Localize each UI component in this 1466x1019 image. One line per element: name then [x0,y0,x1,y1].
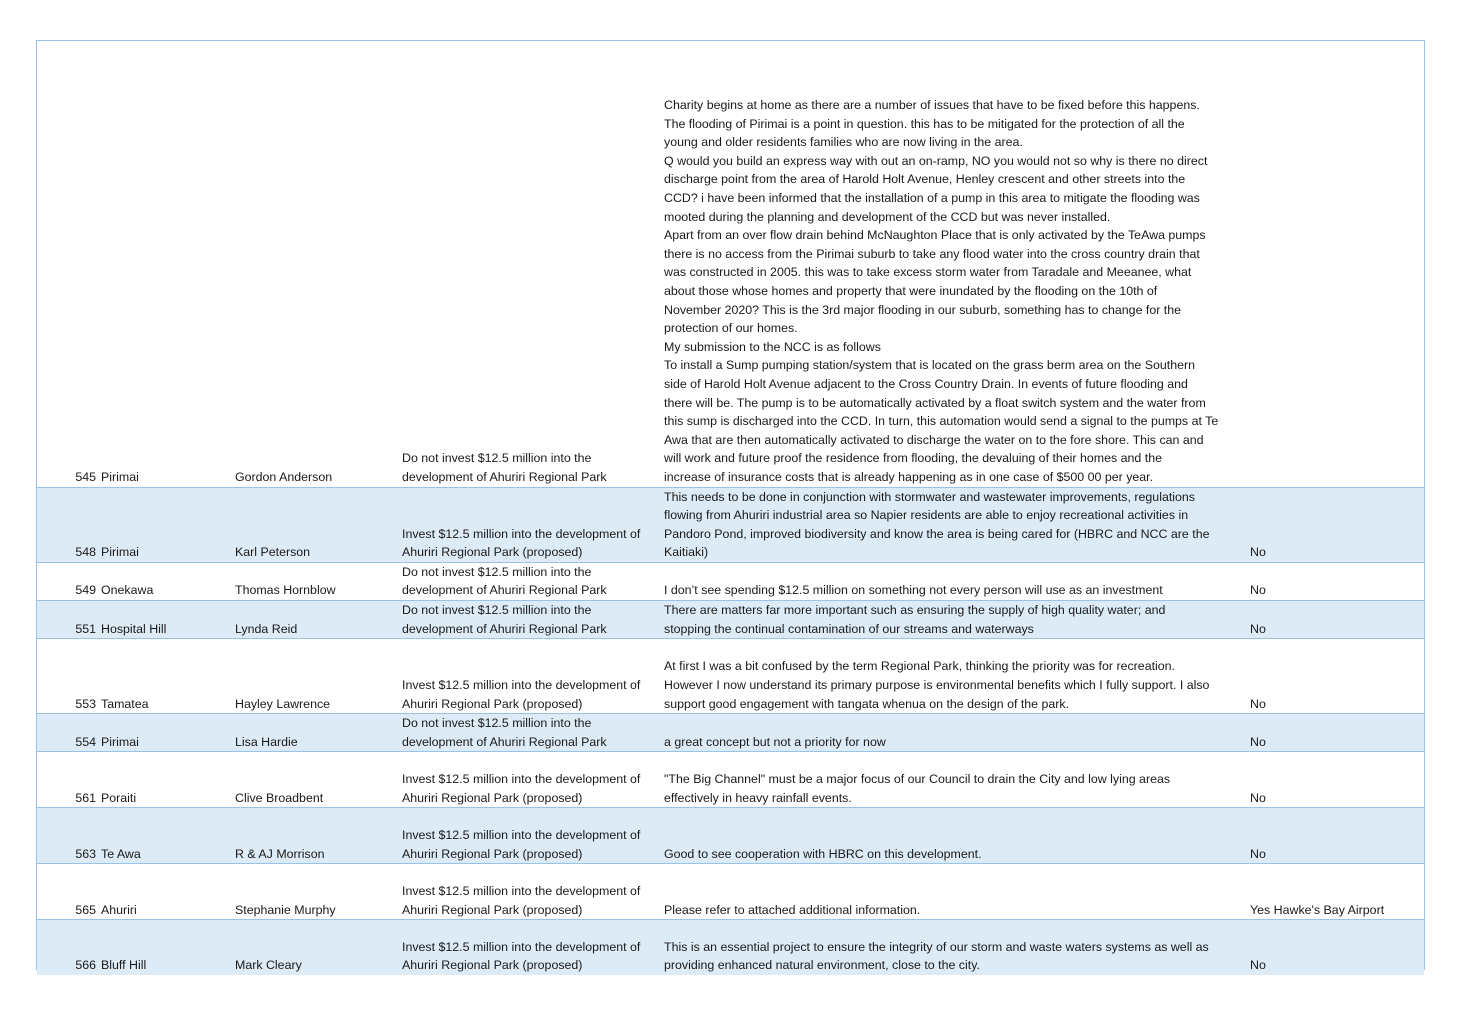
submission-number-cell: 565 [37,864,101,920]
suburb-cell: Pirimai [101,714,235,752]
suburb-cell: Pirimai [101,487,235,562]
comment-line: Charity begins at home as there are a number of issues that have to be fixed before this happens. [664,98,1200,113]
suburb-cell: Tamatea [101,639,235,714]
option-line: Invest $12.5 million into the development of [402,678,641,693]
comment-line: there is no access from the Pirimai suburb to take any flood water into the cross country drain that [664,246,1200,261]
submitter-name-cell: Karl Peterson [235,487,402,562]
comment-line: However I now understand its primary purpose is environmental benefits which I fully support. I also [664,678,1210,693]
option-line: Ahuriri Regional Park (proposed) [402,790,583,805]
table-row [37,639,1424,714]
comment-line: about those whose homes and property that were inundated by the flooding on the 10th of [664,283,1158,298]
option-cell [402,41,664,487]
submission-number-cell: 549 [37,562,101,600]
comment-cell [664,920,1250,975]
comment-line: effectively in heavy rainfall events. [664,790,852,805]
table-row [37,920,1424,975]
option-cell [402,808,664,864]
comment-cell [664,487,1250,562]
comment-line: young and older residents families who are now living in the area. [664,135,1023,150]
comment-line: mooted during the planning and development of the CCD but was never installed. [664,209,1111,224]
submission-number-cell: 561 [37,752,101,808]
comment-line: was constructed in 2005. this was to take excess storm water from Taradale and Meeanee, what [664,265,1192,280]
comment-cell [664,714,1250,752]
comment-line: There are matters far more important such as ensuring the supply of high quality water; and [664,603,1166,618]
option-line: Ahuriri Regional Park (proposed) [402,958,583,973]
submission-number-cell: 551 [37,601,101,639]
submitter-name-cell: Gordon Anderson [235,41,402,487]
submissions-table [37,41,1424,975]
suburb-cell: Ahuriri [101,864,235,920]
submitter-name-cell: Mark Cleary [235,920,402,975]
option-line: Ahuriri Regional Park (proposed) [402,696,583,711]
option-cell [402,920,664,975]
submitter-name-cell: Lisa Hardie [235,714,402,752]
table-row [37,601,1424,639]
option-line: development of Ahuriri Regional Park [402,734,607,749]
option-line: development of Ahuriri Regional Park [402,469,607,484]
comment-line: Good to see cooperation with HBRC on this development. [664,846,982,861]
option-line: Invest $12.5 million into the development of [402,884,641,899]
comment-line: "The Big Channel" must be a major focus of our Council to drain the City and low lying areas [664,772,1171,787]
suburb-cell: Bluff Hill [101,920,235,975]
comment-cell [664,864,1250,920]
table-row [37,752,1424,808]
comment-line: At first I was a bit confused by the term Regional Park, thinking the priority was for recreation. [664,659,1175,674]
suburb-cell: Te Awa [101,808,235,864]
option-line: Ahuriri Regional Park (proposed) [402,846,583,861]
submitter-name-cell: Thomas Hornblow [235,562,402,600]
comment-line: this sump is discharged into the CCD. In turn, this automation would send a signal to the pumps at Te [664,414,1219,429]
submitter-name-cell: R & AJ Morrison [235,808,402,864]
submitter-name-cell: Stephanie Murphy [235,864,402,920]
comment-line: discharge point from the area of Harold Holt Avenue, Henley crescent and other streets into the [664,172,1186,187]
comment-cell [664,41,1250,487]
comment-line: Q would you build an express way with out an on-ramp, NO you would not so why is there no direct [664,153,1208,168]
comment-cell [664,752,1250,808]
comment-cell [664,808,1250,864]
option-cell [402,752,664,808]
table-row [37,864,1424,920]
other-response-cell [1250,41,1424,487]
comment-line: side of Harold Holt Avenue adjacent to the Cross Country Drain. In events of future flooding and [664,376,1188,391]
comment-line: increase of insurance costs that is already happening as in one case of $500 00 per year. [664,469,1154,484]
comment-cell [664,562,1250,600]
comment-line: This is an essential project to ensure the integrity of our storm and waste waters systems as well as [664,939,1209,954]
option-line: Invest $12.5 million into the development of [402,526,641,541]
submission-number-cell: 545 [37,41,101,487]
option-line: Invest $12.5 million into the development of [402,772,641,787]
suburb-cell: Pirimai [101,41,235,487]
comment-line: support good engagement with tangata whenua on the design of the park. [664,696,1070,711]
suburb-cell: Hospital Hill [101,601,235,639]
option-line: Invest $12.5 million into the development of [402,828,641,843]
other-response-cell: No [1250,808,1424,864]
comment-line: The flooding of Pirimai is a point in question. this has to be mitigated for the protection of all the [664,116,1185,131]
comment-line: My submission to the NCC is as follows [664,339,881,354]
table-row [37,714,1424,752]
option-line: Ahuriri Regional Park (proposed) [402,902,583,917]
comment-line: protection of our homes. [664,321,798,336]
comment-line: will work and future proof the residence from flooding, the devaluing of their homes and the [664,451,1162,466]
other-response-cell: No [1250,601,1424,639]
comment-line: stopping the continual contamination of our streams and waterways [664,621,1034,636]
option-cell [402,864,664,920]
submission-number-cell: 548 [37,487,101,562]
option-cell [402,639,664,714]
comment-line: CCD? i have been informed that the installation of a pump in this area to mitigate the flooding was [664,191,1200,205]
comment-line: Kaitiaki) [664,545,709,560]
submissions-table-body [37,41,1424,975]
comment-cell [664,639,1250,714]
option-line: Do not invest $12.5 million into the [402,451,592,466]
submitter-name-cell: Lynda Reid [235,601,402,639]
other-response-cell: No [1250,752,1424,808]
option-line: Ahuriri Regional Park (proposed) [402,545,583,560]
suburb-cell: Poraiti [101,752,235,808]
table-row [37,41,1424,487]
option-line: development of Ahuriri Regional Park [402,621,607,636]
comment-line: Awa that are then automatically activated to discharge the water on to the fore shore. This can and [664,432,1204,447]
option-cell [402,601,664,639]
comment-line: Pandoro Pond, improved biodiversity and know the area is being cared for (HBRC and NCC are the [664,526,1210,541]
other-response-cell: No [1250,920,1424,975]
comment-line: I don’t see spending $12.5 million on something not every person will use as an investment [664,583,1163,598]
comment-line: there will be. The pump is to be automatically activated by a float switch system and the water from [664,395,1206,410]
option-line: development of Ahuriri Regional Park [402,583,607,598]
comment-line: providing enhanced natural environment, close to the city. [664,958,980,973]
comment-line: flowing from Ahuriri industrial area so Napier residents are able to enjoy recreational activities in [664,508,1189,523]
option-line: Do not invest $12.5 million into the [402,564,592,579]
submissions-sheet [36,40,1425,973]
table-row [37,562,1424,600]
other-response-cell: No [1250,639,1424,714]
option-cell [402,487,664,562]
option-cell [402,562,664,600]
comment-line: To install a Sump pumping station/system that is located on the grass berm area on the Southern [664,358,1196,373]
submitter-name-cell: Hayley Lawrence [235,639,402,714]
table-row [37,487,1424,562]
comment-cell [664,601,1250,639]
table-row [37,808,1424,864]
suburb-cell: Onekawa [101,562,235,600]
other-response-cell: No [1250,714,1424,752]
comment-line: November 2020? This is the 3rd major flooding in our suburb, something has to change for the [664,302,1182,317]
option-cell [402,714,664,752]
submitter-name-cell: Clive Broadbent [235,752,402,808]
comment-line: Please refer to attached additional information. [664,902,921,917]
other-response-cell: Yes Hawke's Bay Airport [1250,864,1424,920]
option-line: Do not invest $12.5 million into the [402,603,592,618]
option-line: Invest $12.5 million into the development of [402,939,641,954]
submission-number-cell: 566 [37,920,101,975]
other-response-cell: No [1250,562,1424,600]
comment-line: a great concept but not a priority for now [664,734,886,749]
other-response-cell: No [1250,487,1424,562]
option-line: Do not invest $12.5 million into the [402,716,592,731]
comment-line: This needs to be done in conjunction with stormwater and wastewater improvements, regulations [664,489,1196,504]
comment-line: Apart from an over flow drain behind McNaughton Place that is only activated by the TeAwa pumps [664,228,1206,243]
submission-number-cell: 553 [37,639,101,714]
submission-number-cell: 554 [37,714,101,752]
submission-number-cell: 563 [37,808,101,864]
